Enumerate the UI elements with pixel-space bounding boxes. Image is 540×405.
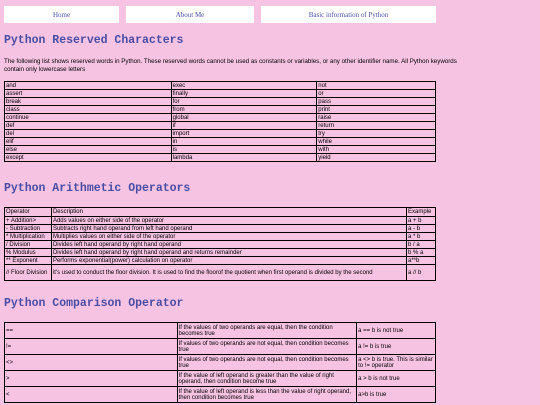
table-cell: Divides left hand operand by right hand operand [51,241,406,249]
table-cell: a>b is true [357,387,436,403]
table-cell: a * b [407,233,436,241]
table-cell: If the value of left operand is greater than the value of right operand, then condition become true [177,371,357,387]
comparison-row [5,323,436,339]
table-cell: If the value of left operand is less than the value of right operand, then condition becomes true [177,387,357,403]
arithmetic-row [5,217,436,225]
table-cell: Divides left hand operand by right hand operand and returns remainder [51,249,406,257]
arithmetic-table [4,207,436,281]
table-cell: raise [317,114,436,122]
reserved-row [5,98,436,106]
nav-about-link[interactable]: About Me [126,6,254,23]
reserved-row [5,122,436,130]
table-cell: a != b is true [357,339,436,355]
table-cell: a // b [407,265,436,281]
table-cell: class [5,106,172,114]
table-cell: If the values of two operands are equal, then the condition becomes true [177,323,357,339]
table-cell: ** Exponent [5,257,52,265]
table-cell: print [317,106,436,114]
top-nav [4,6,436,24]
table-cell: - Subtraction [5,225,52,233]
arithmetic-row [5,249,436,257]
reserved-row [5,114,436,122]
table-cell: from [171,106,317,114]
table-cell: is [171,146,317,154]
table-cell: a - b [407,225,436,233]
header-operator: Operator [5,208,52,217]
table-cell: Subtracts right hand operand from left hand operand [51,225,406,233]
table-cell: del [5,130,172,138]
arithmetic-title: Python Arithmetic Operators [4,182,191,195]
table-cell: a <> b is true. This is similar to != operator [357,355,436,371]
table-cell: > [5,371,178,387]
table-cell: elif [5,138,172,146]
table-cell: * Multiplication [5,233,52,241]
table-cell: while [317,138,436,146]
table-cell: or [317,90,436,98]
table-cell: // Floor Division [5,265,52,281]
header-description: Description [51,208,406,217]
table-cell: if [171,122,317,130]
table-cell: Multiplies values on either side of the operator [51,233,406,241]
reserved-row [5,130,436,138]
table-cell: assert [5,90,172,98]
table-cell: b % a [407,249,436,257]
nav-basic-info-link[interactable]: Basic information of Python [261,6,436,23]
table-cell: != [5,339,178,355]
reserved-intro: The following list shows reserved words in Python. These reserved words cannot be used as constants or variables, or any other identifier name. All Python keywords contain only lowercase letters [4,58,457,73]
table-cell: yield [317,154,436,162]
table-cell: pass [317,98,436,106]
arithmetic-row [5,257,436,265]
table-cell: % Modulus [5,249,52,257]
reserved-row [5,146,436,154]
table-cell: with [317,146,436,154]
table-cell: a == b is not true [357,323,436,339]
table-cell: a > b is not true [357,371,436,387]
comparison-row [5,339,436,355]
table-cell: Adds values on either side of the operator [51,217,406,225]
table-cell: < [5,387,178,403]
table-cell: lambda [171,154,317,162]
table-cell: and [5,82,172,90]
table-cell: a + b [407,217,436,225]
arithmetic-row [5,225,436,233]
table-cell: else [5,146,172,154]
table-cell: return [317,122,436,130]
table-cell: If values of two operands are not equal, then condition becomes true [177,355,357,371]
table-cell: / Division [5,241,52,249]
table-cell: b / a [407,241,436,249]
table-cell: try [317,130,436,138]
arithmetic-row [5,233,436,241]
table-cell: Performs exponential(power) calculation on operator [51,257,406,265]
reserved-row [5,106,436,114]
table-cell: def [5,122,172,130]
table-cell: exec [171,82,317,90]
table-cell: break [5,98,172,106]
header-example: Example [407,208,436,217]
table-cell: finally [171,90,317,98]
table-cell: in [171,138,317,146]
table-header-row [5,208,436,217]
reserved-row [5,138,436,146]
table-cell: If values of two operands are not equal, then condition becomes true [177,339,357,355]
reserved-words-table [4,81,436,162]
reserved-row [5,82,436,90]
comparison-title: Python Comparison Operator [4,297,184,310]
table-cell: not [317,82,436,90]
table-cell: == [5,323,178,339]
table-cell: for [171,98,317,106]
comparison-row [5,355,436,371]
table-cell: it's used to conduct the floor division. It is used to find the floorof the quotient when first operand is divided by the second [51,265,406,281]
arithmetic-row [5,241,436,249]
reserved-row [5,90,436,98]
table-cell: a**b [407,257,436,265]
table-cell: import [171,130,317,138]
reserved-row [5,154,436,162]
table-cell: global [171,114,317,122]
table-cell: except [5,154,172,162]
arithmetic-row [5,265,436,281]
comparison-row [5,387,436,403]
table-cell: continue [5,114,172,122]
table-cell: <> [5,355,178,371]
nav-home-link[interactable]: Home [4,6,119,23]
comparison-row [5,371,436,387]
comparison-table [4,322,436,403]
reserved-title: Python Reserved Characters [4,34,184,47]
table-cell: + Addition> [5,217,52,225]
